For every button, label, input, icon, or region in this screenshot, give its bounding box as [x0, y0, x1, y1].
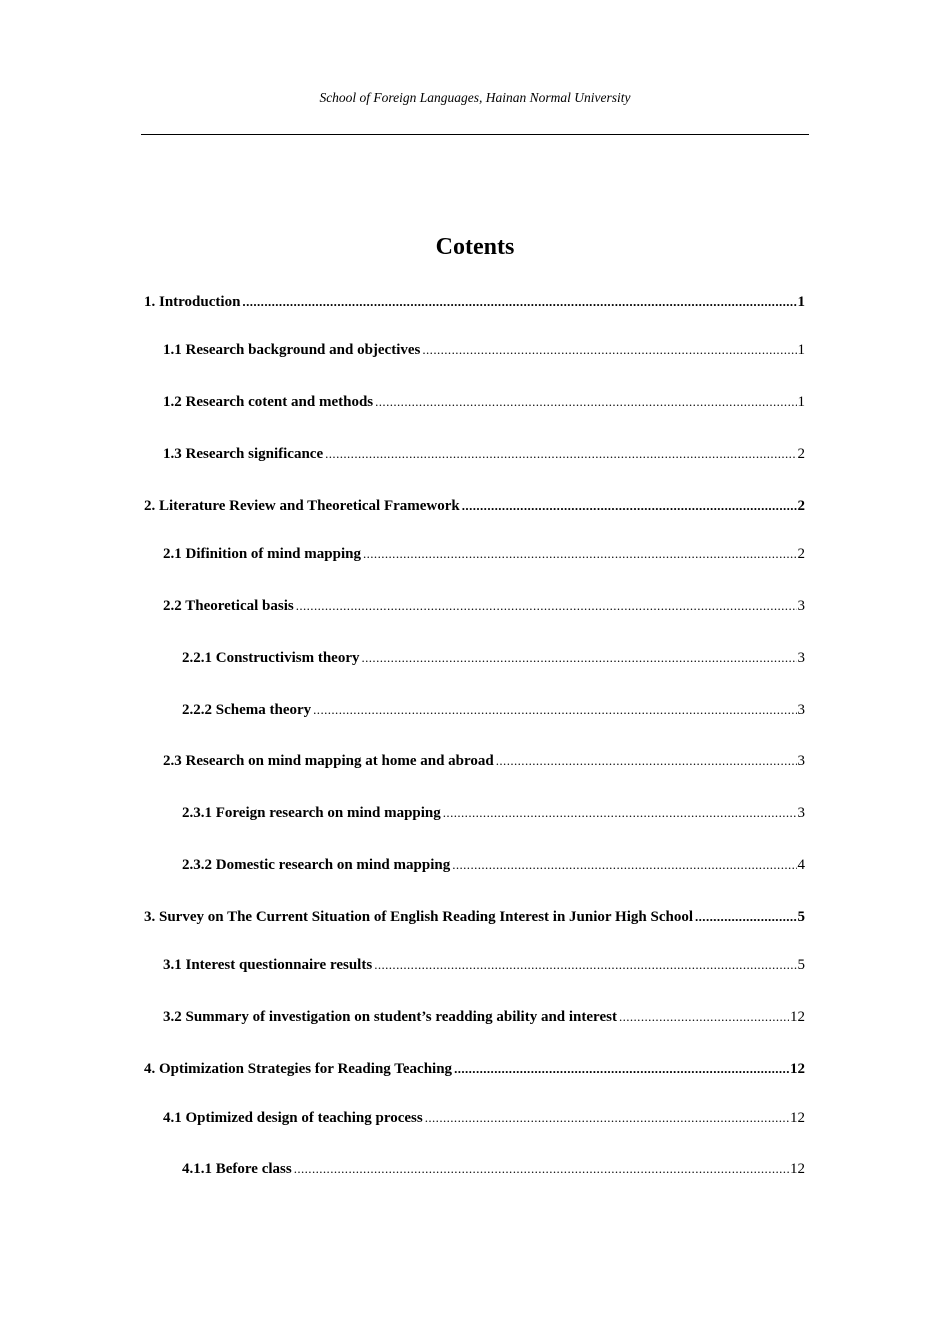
toc-entry-label: 2.1 Difinition of mind mapping: [163, 546, 361, 562]
toc-entry-label: 2.2 Theoretical basis: [163, 598, 294, 614]
toc-page-number: 12: [790, 1110, 805, 1126]
dot-leader: [361, 648, 796, 668]
toc-entry-label: 2.2.1 Constructivism theory: [182, 650, 360, 666]
dot-leader: [452, 855, 796, 875]
toc-entry-label: 3.1 Interest questionnaire results: [163, 957, 373, 973]
dot-leader: [695, 907, 797, 927]
toc-entry-label: 2.3.2 Domestic research on mind mapping: [182, 857, 451, 873]
toc-page-number: 2: [797, 446, 805, 462]
toc-entry[interactable]: [163, 955, 805, 975]
toc-page-number: 3: [797, 702, 805, 718]
dot-leader: [363, 544, 797, 564]
toc-page-number: 12: [790, 1061, 805, 1077]
toc-entry-label: 3. Survey on The Current Situation of English Reading Interest in Junior High School: [144, 909, 693, 925]
running-header: School of Foreign Languages, Hainan Normal University: [319, 90, 631, 105]
dot-leader: [242, 292, 796, 312]
toc-entry-label: 4. Optimization Strategies for Reading Teaching: [144, 1061, 453, 1077]
dot-leader: [425, 1108, 789, 1128]
toc-page-number: 3: [797, 753, 805, 769]
toc-entry[interactable]: [163, 544, 805, 564]
toc-entry[interactable]: [163, 751, 805, 771]
toc-entry[interactable]: [144, 292, 805, 312]
toc-entry-label: 2.3 Research on mind mapping at home and abroad: [163, 753, 494, 769]
toc-entry[interactable]: [163, 340, 805, 360]
toc-page-number: 5: [797, 957, 805, 973]
toc-page-number: 2: [797, 546, 805, 562]
dot-leader: [443, 803, 797, 823]
toc-entry-label: 3.2 Summary of investigation on student’s readding ability and interest: [163, 1009, 617, 1025]
toc-page-number: 3: [797, 598, 805, 614]
toc-entry-label: 2.3.1 Foreign research on mind mapping: [182, 805, 441, 821]
toc-entry-label: 1. Introduction: [144, 294, 241, 310]
dot-leader: [374, 955, 796, 975]
dot-leader: [462, 496, 797, 516]
toc-entry[interactable]: [163, 596, 805, 616]
toc-page-number: 5: [797, 909, 805, 925]
toc-page-number: 4: [797, 857, 805, 873]
dot-leader: [619, 1007, 789, 1027]
toc-entry[interactable]: [182, 1159, 805, 1179]
toc-page-number: 1: [797, 294, 805, 310]
toc-entry-label: 2.2.2 Schema theory: [182, 702, 312, 718]
dot-leader: [296, 596, 797, 616]
dot-leader: [375, 392, 796, 412]
toc-entry-label: 4.1 Optimized design of teaching process: [163, 1110, 423, 1126]
toc-page-number: 3: [797, 805, 805, 821]
toc-entry[interactable]: [144, 496, 805, 516]
toc-title: Cotents: [435, 234, 515, 260]
toc-entry-label: 4.1.1 Before class: [182, 1161, 292, 1177]
toc-entry-label: 1.3 Research significance: [163, 446, 324, 462]
toc-entry[interactable]: [163, 444, 805, 464]
toc-page-number: 12: [790, 1161, 805, 1177]
toc-entry[interactable]: [182, 700, 805, 720]
toc-entry[interactable]: [144, 1059, 805, 1079]
dot-leader: [294, 1159, 789, 1179]
toc-page-number: 2: [797, 498, 805, 514]
toc-page-number: 1: [797, 342, 805, 358]
toc-entry[interactable]: [163, 1007, 805, 1027]
toc-entry[interactable]: [182, 803, 805, 823]
dot-leader: [496, 751, 797, 771]
toc-page-number: 1: [797, 394, 805, 410]
toc-entry[interactable]: [182, 855, 805, 875]
toc-entry-label: 1.1 Research background and objectives: [163, 342, 421, 358]
dot-leader: [454, 1059, 789, 1079]
toc-page-number: 12: [790, 1009, 805, 1025]
toc-entry[interactable]: [144, 907, 805, 927]
toc-entry[interactable]: [163, 392, 805, 412]
toc-entry[interactable]: [182, 648, 805, 668]
toc-entry-label: 2. Literature Review and Theoretical Framework: [144, 498, 460, 514]
toc-page-number: 3: [797, 650, 805, 666]
dot-leader: [422, 340, 796, 360]
dot-leader: [313, 700, 796, 720]
toc-entry-label: 1.2 Research cotent and methods: [163, 394, 374, 410]
toc-entry[interactable]: [163, 1108, 805, 1128]
dot-leader: [325, 444, 796, 464]
